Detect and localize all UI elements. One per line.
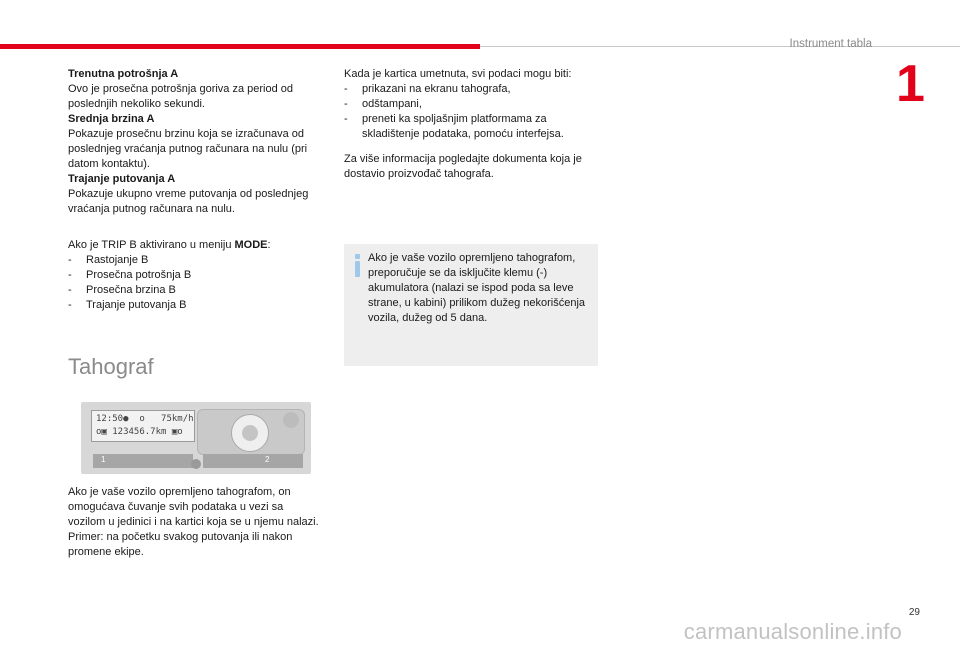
- section-title: Instrument tabla: [789, 38, 872, 50]
- slot-label-2: 2: [265, 455, 270, 464]
- info-icon: [351, 252, 365, 278]
- display-line-2: o▣ 123456.7km ▣o: [96, 427, 183, 437]
- tacho-paragraph-1: Ako je vaše vozilo opremljeno tahografom, on omogućava čuvanje svih podataka u vezi sa vozilom u jedinici i na kartici koja se u njemu nalazi.: [68, 486, 319, 528]
- card-slot-1: [93, 454, 193, 468]
- tachograph-illustration: [81, 402, 311, 474]
- trip-a-title-3: Trajanje putovanja A: [68, 173, 176, 185]
- card-intro: Kada je kartica umetnuta, svi podaci mogu biti:: [344, 68, 572, 80]
- more-info-text: Za više informacija pogledajte dokumenta koja je dostavio proizvođač tahografa.: [344, 153, 582, 180]
- info-box-text: Ako je vaše vozilo opremljeno tahografom, preporučuje se da isključite klemu (-) akumulatora (nalazi se ispod poda sa leve strane, u kabini) prilikom dužeg nekorišćenja vozila, dužeg od 5 dana.: [368, 252, 586, 324]
- list-item: - Trajanje putovanja B: [68, 298, 318, 313]
- card-data-section: [344, 67, 604, 142]
- trip-a-title-1: Trenutna potrošnja A: [68, 68, 179, 80]
- trip-b-intro-text: Ako je TRIP B aktivirano u meniju: [68, 239, 235, 251]
- tahograf-heading: Tahograf: [68, 354, 154, 379]
- trip-a-text-2: Pokazuje prosečnu brzinu koja se izračunava od poslednjeg vraćanja putnog računara na nulu (pri datom kontaktu).: [68, 128, 308, 170]
- header-red-bar: [0, 44, 480, 49]
- tachograph-description: [68, 485, 323, 560]
- chapter-number: 1: [896, 55, 925, 113]
- list-item: - odštampani,: [344, 97, 604, 112]
- trip-a-text-1: Ovo je prosečna potrošnja goriva za period od poslednjih nekoliko sekundi.: [68, 83, 294, 110]
- list-item: - Prosečna brzina B: [68, 283, 318, 298]
- trip-a-text-3: Pokazuje ukupno vreme putovanja od poslednjeg vraćanja putnog računara na nulu.: [68, 188, 309, 215]
- round-button: [283, 412, 299, 428]
- display-line-1: 12:50● o 75km/h: [96, 414, 194, 424]
- card-slot-2: [203, 454, 303, 468]
- card-list: [344, 82, 604, 142]
- list-item: - Prosečna potrošnja B: [68, 268, 318, 283]
- eject-button: [191, 459, 201, 469]
- info-box: [344, 244, 598, 366]
- trip-b-section: [68, 238, 318, 313]
- trip-b-list: [68, 253, 318, 313]
- page-number: 29: [908, 607, 920, 618]
- tacho-paragraph-2: Primer: na početku svakog putovanja ili nakon promene ekipe.: [68, 531, 293, 558]
- header-grey-line: [480, 46, 960, 47]
- control-knob: [231, 414, 269, 452]
- trip-a-title-2: Srednja brzina A: [68, 113, 155, 125]
- list-item: - Rastojanje B: [68, 253, 318, 268]
- tachograph-display: [91, 410, 195, 442]
- trip-b-intro-colon: :: [267, 239, 271, 251]
- slot-label-1: 1: [101, 455, 106, 464]
- trip-b-intro: [68, 238, 318, 253]
- list-item: - preneti ka spoljašnjim platformama za skladištenje podataka, pomoću interfejsa.: [344, 112, 604, 142]
- trip-a-section: [68, 67, 318, 217]
- mode-keyword: MODE: [234, 239, 268, 251]
- list-item: - prikazani na ekranu tahografa,: [344, 82, 604, 97]
- watermark: carmanualsonline.info: [683, 619, 902, 644]
